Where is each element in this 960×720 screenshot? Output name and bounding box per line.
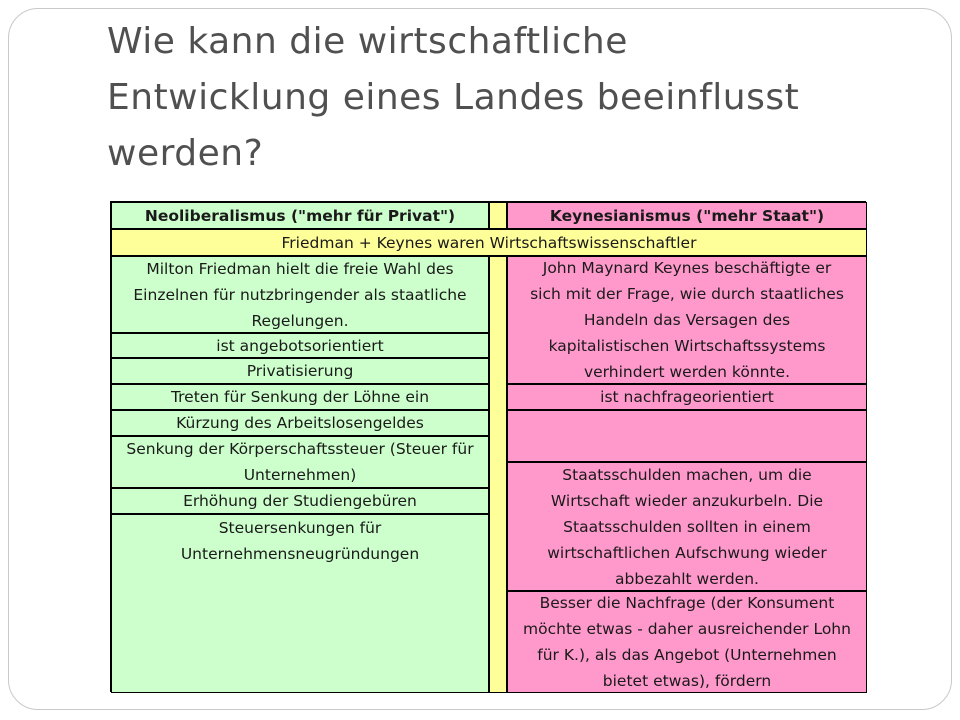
left-row-privatisierung: Privatisierung	[111, 358, 489, 384]
slide-title	[107, 14, 907, 182]
yellow-separator-column	[489, 256, 507, 693]
right-row-empty	[507, 410, 867, 462]
left-row-arbeitslosengeld: Kürzung des Arbeitslosengeldes	[111, 410, 489, 436]
left-row-friedman: Milton Friedman hielt die freie Wahl des Einzelnen für nutzbringender als staatliche Regelungen.	[111, 256, 489, 333]
left-row-koerperschaftssteuer: Senkung der Körperschaftssteuer (Steuer für Unternehmen)	[111, 436, 489, 488]
left-row-loehne: Treten für Senkung der Löhne ein	[111, 384, 489, 410]
left-row-angebot: ist angebotsorientiert	[111, 333, 489, 358]
title-line-2: Entwicklung eines Landes beeinflusst	[107, 77, 800, 118]
right-row-nachfrage: ist nachfrageorientiert	[507, 384, 867, 410]
right-row-nachfrage-foerdern: Besser die Nachfrage (der Konsument möchte etwas - daher ausreichender Lohn für K.), als das Angebot (Unternehmen bietet etwas), fördern	[507, 591, 867, 693]
header-neoliberalismus: Neoliberalismus ("mehr für Privat")	[111, 202, 489, 229]
yellow-column-header	[489, 202, 507, 229]
left-row-studiengebueren: Erhöhung der Studiengebüren	[111, 488, 489, 514]
title-line-1: Wie kann die wirtschaftliche	[107, 21, 628, 62]
right-row-staatsschulden: Staatsschulden machen, um die Wirtschaft wieder anzukurbeln. Die Staatsschulden sollten in einem wirtschaftlichen Aufschwung wieder abbezahlt werden.	[507, 462, 867, 591]
banner-row: Friedman + Keynes waren Wirtschaftswissenschaftler	[111, 229, 867, 256]
header-keynesianismus: Keynesianismus ("mehr Staat")	[507, 202, 867, 229]
title-line-3: werden?	[107, 133, 264, 174]
right-row-keynes: John Maynard Keynes beschäftigte er sich mit der Frage, wie durch staatliches Handeln das Versagen des kapitalistischen Wirtschaftssystems verhindert werden könnte.	[507, 256, 867, 384]
left-row-steuersenkungen: Steuersenkungen für Unternehmensneugründungen	[111, 514, 489, 693]
comparison-table	[110, 201, 866, 692]
